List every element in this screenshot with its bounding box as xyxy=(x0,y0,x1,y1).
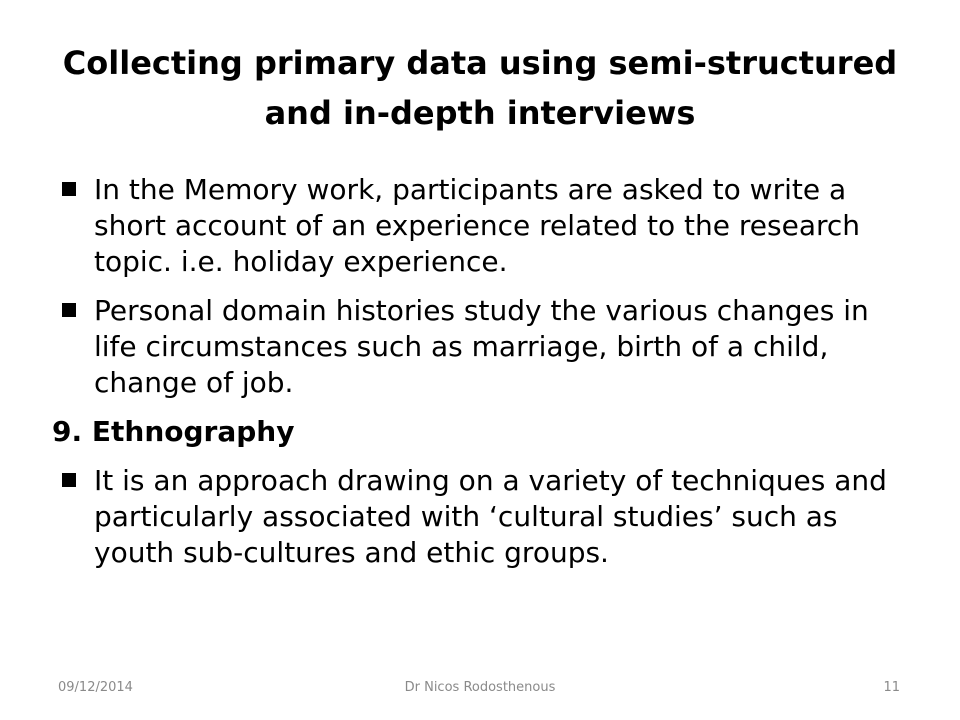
square-bullet-icon xyxy=(62,182,76,196)
slide-body xyxy=(52,172,912,584)
square-bullet-icon xyxy=(62,473,76,487)
footer-author: Dr Nicos Rodosthenous xyxy=(404,680,556,695)
slide-title-line-1: Collecting primary data using semi-structured xyxy=(62,44,898,82)
section-heading: 9. Ethnography xyxy=(52,415,295,448)
footer-date: 09/12/2014 xyxy=(58,680,133,695)
square-bullet-icon xyxy=(62,303,76,317)
bullet-item xyxy=(52,172,912,280)
bullet-text: In the Memory work, participants are asked to write a short account of an experience related to the research topic. i.e. holiday experience. xyxy=(94,173,861,278)
bullet-text: Personal domain histories study the various changes in life circumstances such as marriage, birth of a child, change of job. xyxy=(94,294,869,399)
slide-title xyxy=(40,38,920,138)
slide-title-line-2: and in-depth interviews xyxy=(264,94,696,132)
bullet-item xyxy=(52,463,912,571)
bullet-text: It is an approach drawing on a variety of techniques and particularly associated with ‘cultural studies’ such as youth sub-cultures and ethic groups. xyxy=(94,464,887,569)
bullet-item xyxy=(52,293,912,401)
footer-page-number: 11 xyxy=(883,680,900,695)
